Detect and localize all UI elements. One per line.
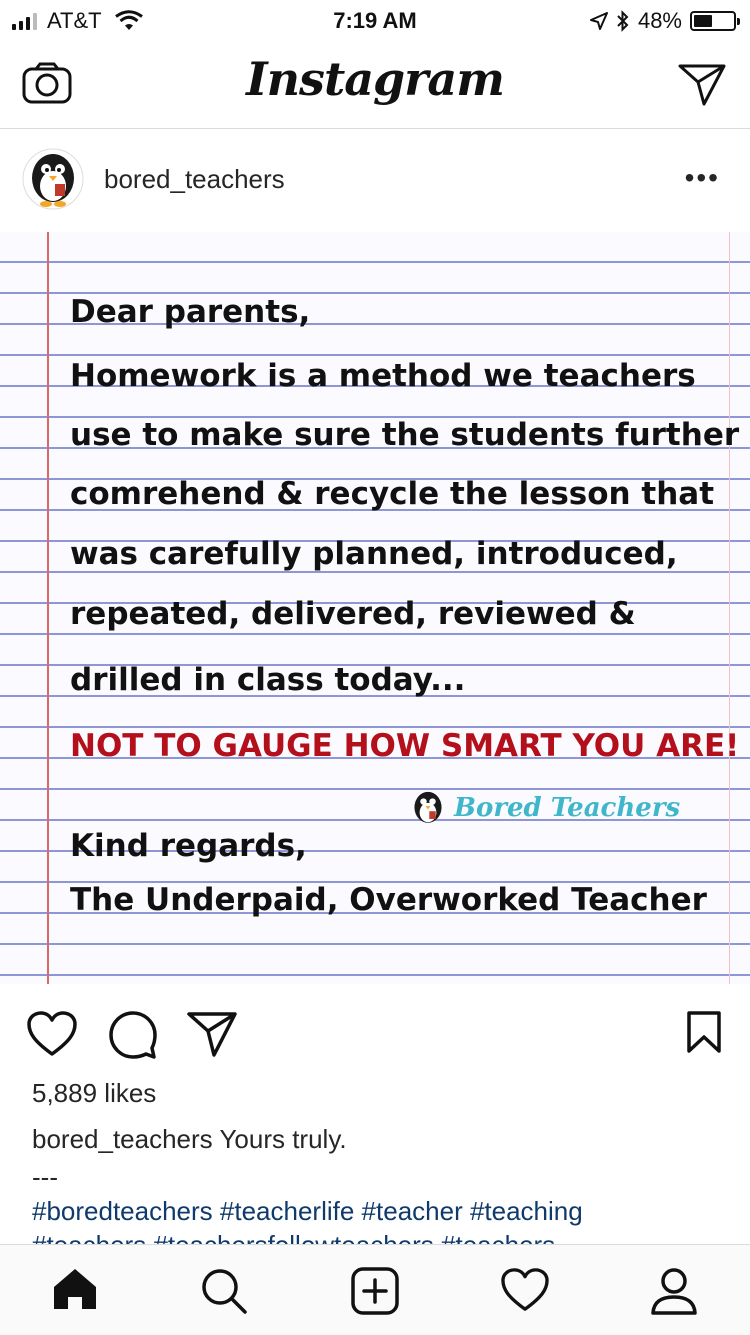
bookmark-icon[interactable] (686, 1010, 722, 1054)
location-arrow-icon (590, 12, 608, 30)
avatar[interactable] (22, 148, 84, 210)
bluetooth-icon (616, 10, 630, 32)
caption-text: Yours truly. (219, 1124, 347, 1154)
post-username[interactable]: bored_teachers (104, 164, 285, 194)
margin-line (47, 232, 49, 984)
clock: 7:19 AM (333, 8, 417, 33)
like-heart-icon[interactable] (26, 1010, 78, 1058)
battery-icon (690, 11, 736, 31)
carrier-label: AT&T (47, 8, 102, 33)
status-right (590, 8, 736, 34)
more-options-icon[interactable]: ••• (684, 162, 720, 193)
note-line: drilled in class today... (70, 662, 466, 698)
note-line: comrehend & recycle the lesson that (70, 476, 715, 512)
instagram-logo: Instagram (246, 52, 504, 106)
caption-username[interactable]: bored_teachers (32, 1124, 213, 1154)
note-line: repeated, delivered, reviewed & (70, 596, 636, 632)
bottom-tab-bar (0, 1244, 750, 1335)
comment-icon[interactable] (108, 1010, 158, 1060)
post-actions (0, 984, 750, 1074)
note-line: Kind regards, (70, 828, 307, 864)
note-line: Dear parents, (70, 294, 311, 330)
caption (32, 1124, 347, 1155)
margin-line-right (729, 232, 730, 984)
profile-icon[interactable] (650, 1267, 698, 1315)
heart-icon[interactable] (500, 1267, 550, 1313)
hashtags[interactable]: #boredteachers #teacherlife #teacher #teaching (32, 1196, 583, 1226)
penguin-icon (408, 788, 448, 828)
penguin-icon (22, 148, 84, 210)
status-bar (0, 0, 750, 40)
note-line: The Underpaid, Overworked Teacher (70, 882, 707, 918)
note-line-highlight: NOT TO GAUGE HOW SMART YOU ARE! (70, 728, 740, 764)
note-line: was carefully planned, introduced, (70, 536, 678, 572)
battery-percent: 48% (637, 8, 682, 33)
note-line: use to make sure the students further (70, 417, 740, 453)
likes-count[interactable]: 5,889 likes (32, 1078, 157, 1108)
post-header (0, 128, 750, 232)
note-line: Homework is a method we teachers (70, 358, 696, 394)
paper-plane-icon[interactable] (678, 62, 726, 106)
watermark-text: Bored Teachers (454, 793, 681, 823)
watermark (408, 788, 680, 828)
add-post-icon[interactable] (350, 1267, 400, 1315)
search-icon[interactable] (200, 1267, 248, 1315)
caption-separator: --- (32, 1162, 58, 1192)
home-icon[interactable] (52, 1267, 98, 1311)
post-image[interactable] (0, 232, 750, 984)
top-nav (0, 40, 750, 129)
share-icon[interactable] (186, 1010, 238, 1058)
